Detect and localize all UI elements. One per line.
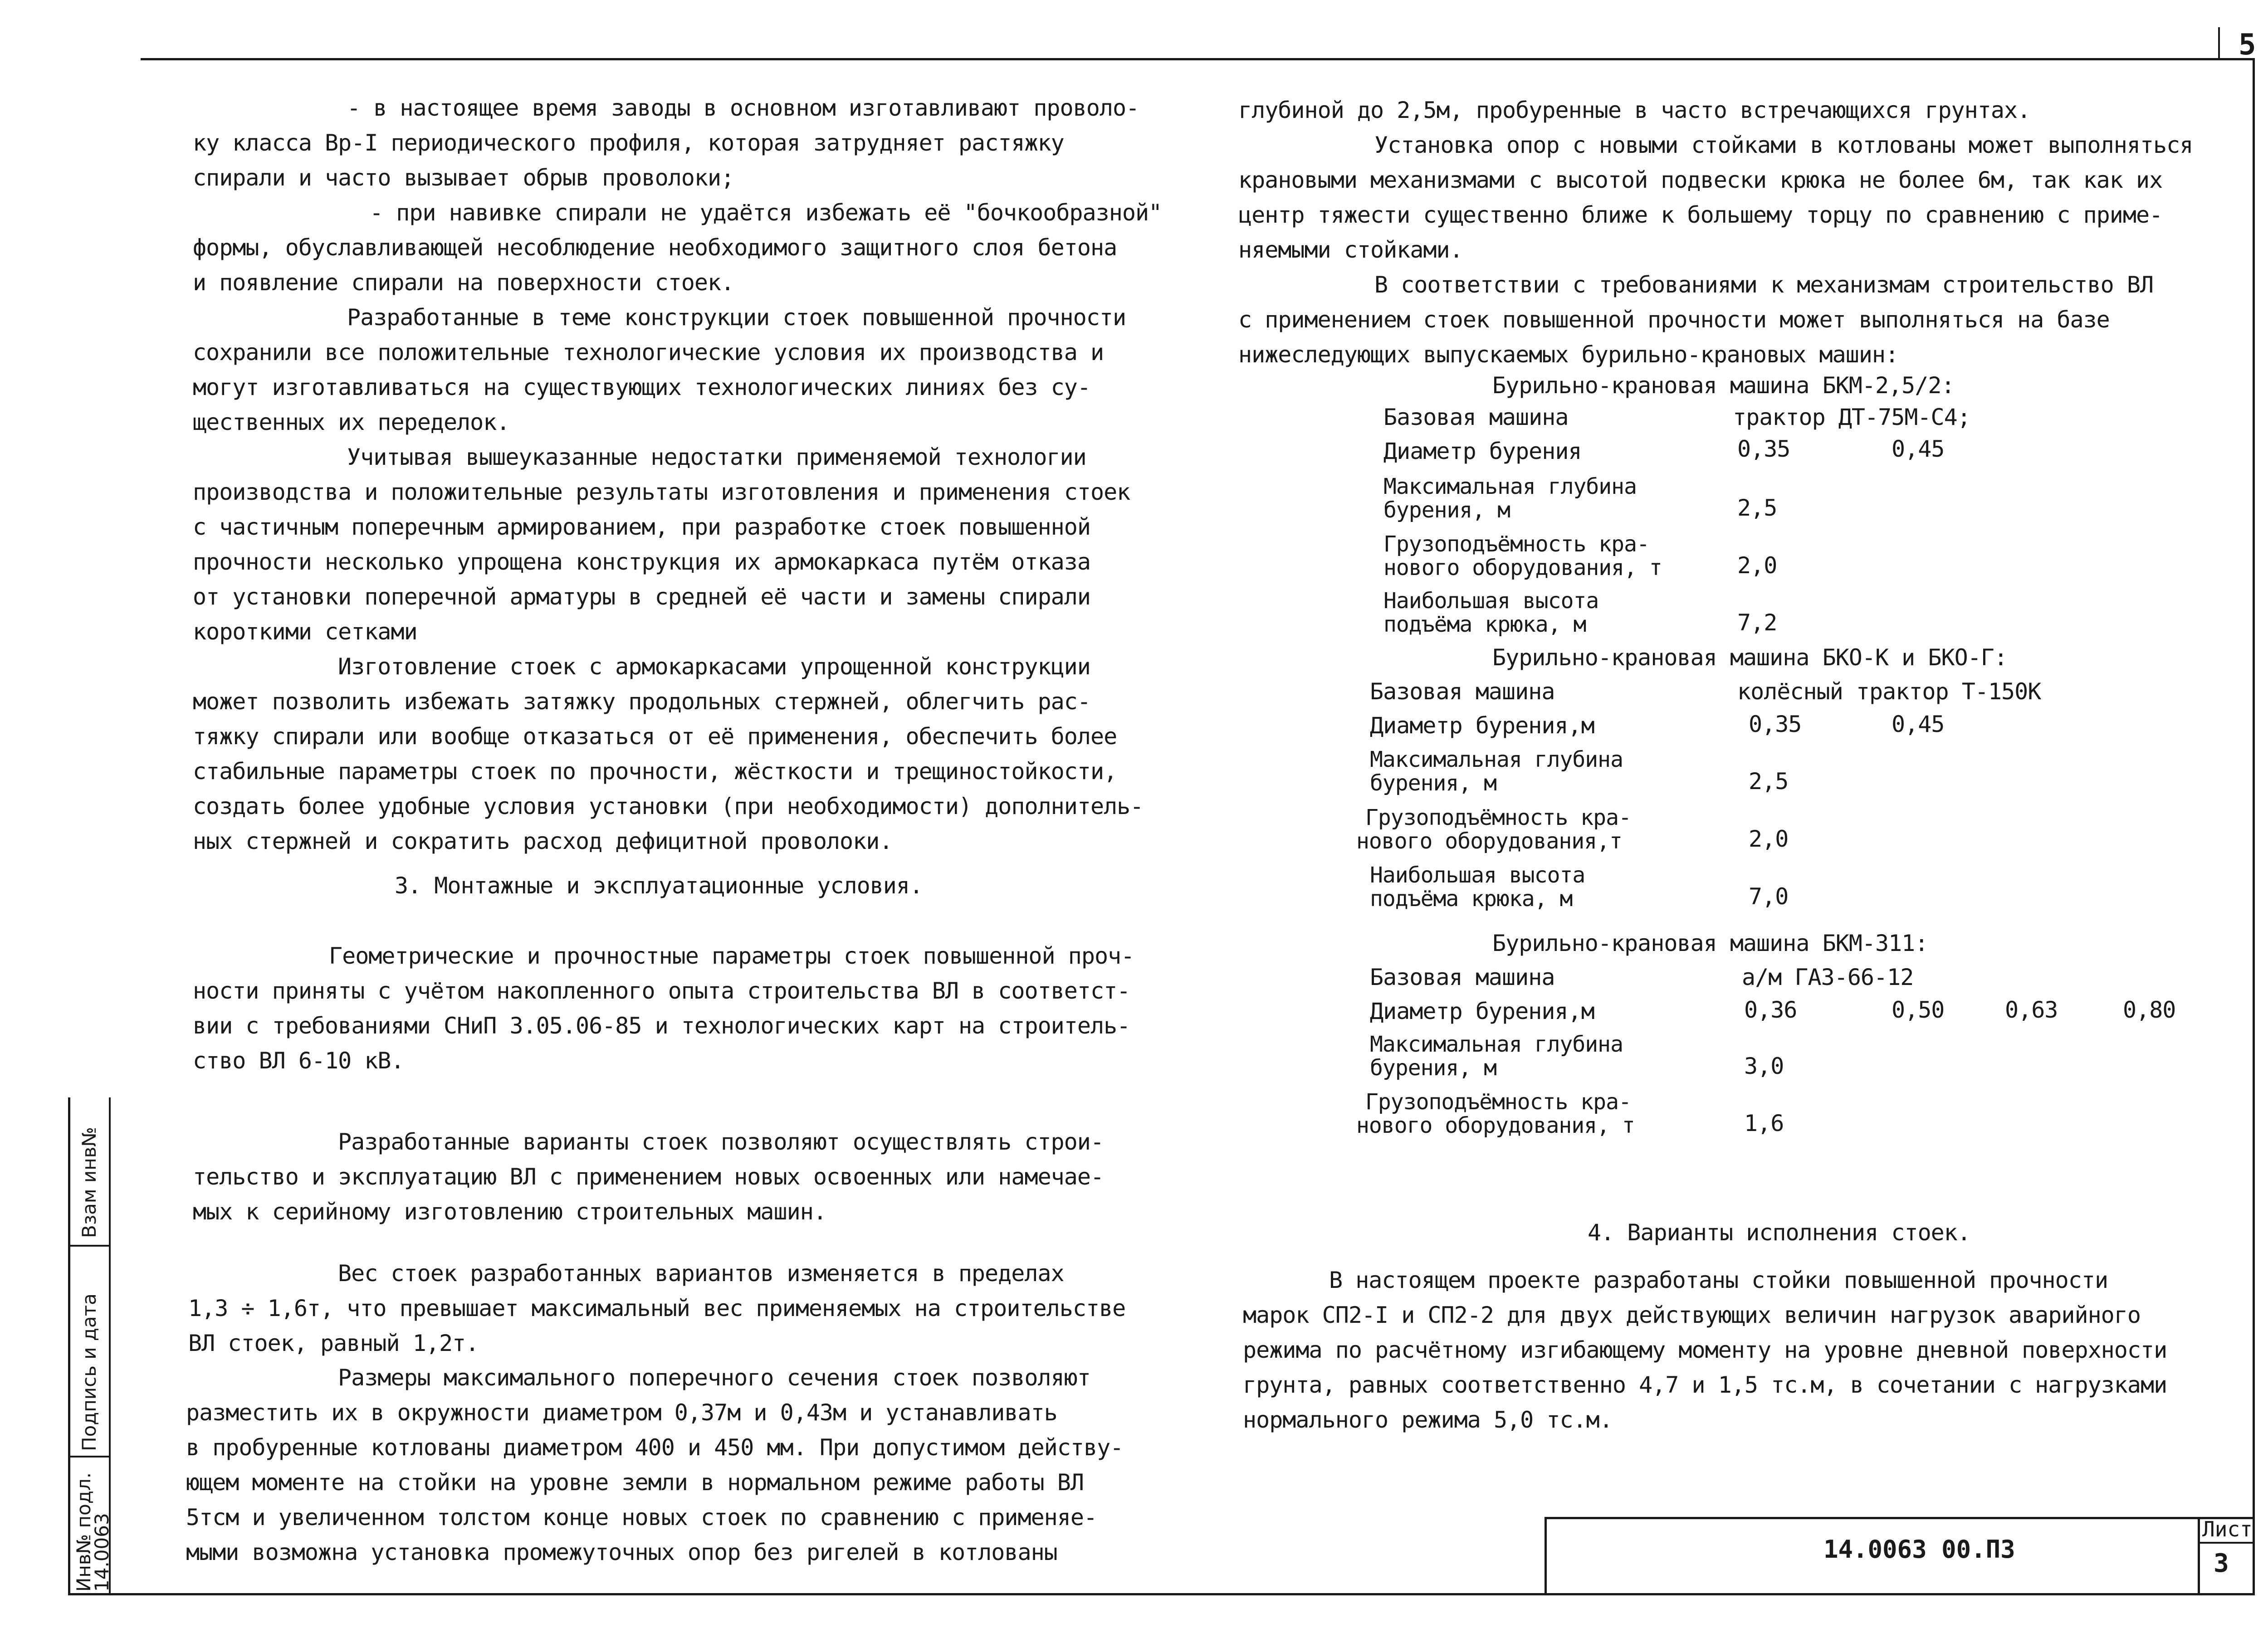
spec-value: 0,50: [1892, 997, 1945, 1023]
spec-label: Базовая машина: [1370, 964, 1555, 990]
spec-label: бурения, м: [1370, 1055, 1496, 1081]
spec-value: 7,2: [1737, 609, 1777, 636]
text-line: мыми возможна установка промежуточных опор без ригелей в котлованы: [186, 1539, 1057, 1565]
spec-label: Наибольшая высота: [1370, 863, 1585, 888]
text-line: Установка опор с новыми стойками в котлованы может выполняться: [1374, 132, 2193, 158]
side-stamp-divider: [68, 1245, 111, 1247]
side-orig-number: 14.0063: [91, 1513, 113, 1592]
spec-value: 0,36: [1744, 997, 1797, 1023]
side-label-sign: Подпись и дата: [78, 1293, 100, 1451]
spec-label: Диаметр бурения,м: [1370, 712, 1594, 739]
frame-right-line: [2253, 58, 2255, 1595]
text-line: Вес стоек разработанных вариантов изменяется в пределах: [338, 1260, 1064, 1287]
para-developed: [193, 1125, 1104, 1229]
spec-label: Грузоподъёмность кра-: [1365, 805, 1631, 830]
text-line: няемыми стойками.: [1238, 237, 1463, 263]
stamp-top-line: [1545, 1517, 2254, 1519]
spec-label: нового оборудования, т: [1356, 1113, 1635, 1138]
text-line: разместить их в окружности диаметром 0,37м и 0,43м и устанавливать: [186, 1399, 1057, 1426]
text-line: щественных их переделок.: [193, 409, 510, 435]
spec-label: Диаметр бурения,м: [1370, 998, 1594, 1024]
machine-title: Бурильно-крановая машина БКО-К и БКО-Г:: [1492, 644, 2007, 671]
para-size: [186, 1360, 1123, 1570]
spec-label: Максимальная глубина: [1383, 474, 1637, 499]
text-line: с применением стоек повышенной прочности может выполняться на базе: [1238, 307, 2110, 333]
text-line: короткими сетками: [193, 619, 417, 645]
spec-label: Базовая машина: [1370, 678, 1555, 705]
para-weight: [188, 1256, 1125, 1361]
stamp-left-line: [1545, 1517, 1547, 1594]
text-line: создать более удобные условия установки (при необходимости) дополнитель-: [193, 793, 1144, 819]
text-line: В настоящем проекте разработаны стойки повышенной прочности: [1329, 1267, 2108, 1293]
sheet-label: Лист: [2202, 1517, 2253, 1541]
spec-label: бурения, м: [1370, 770, 1496, 796]
spec-value: 2,5: [1737, 495, 1777, 521]
spec-label: Максимальная глубина: [1370, 747, 1623, 772]
spec-value: 7,0: [1749, 883, 1789, 910]
spec-value: колёсный трактор Т-150К: [1737, 678, 2041, 705]
side-label-orig: Инв№ подл.: [73, 1472, 95, 1592]
text-line: тельство и эксплуатацию ВЛ с применением новых освоенных или намечае-: [193, 1164, 1104, 1190]
side-label-inv: Взам инв№: [78, 1126, 100, 1238]
spec-label: Наибольшая высота: [1383, 588, 1599, 614]
stamp-sheet-divider: [2198, 1517, 2200, 1594]
spec-value: 0,35: [1749, 711, 1802, 737]
text-line: стабильные параметры стоек по прочности, жёсткости и трещиностойкости,: [193, 758, 1117, 785]
doc-code: 14.0063 00.ПЗ: [1823, 1535, 2015, 1564]
text-line: - при навивке спирали не удаётся избежать её "бочкообразной": [370, 200, 1162, 226]
text-line: производства и положительные результаты изготовления и применения стоек: [193, 479, 1130, 505]
para-geometry: [193, 939, 1134, 1078]
sheet-number: 3: [2214, 1549, 2229, 1578]
text-line: крановыми механизмами с высотой подвески крюка не более 6м, так как их: [1238, 167, 2163, 193]
spec-label: подъёма крюка, м: [1383, 612, 1586, 637]
text-line: ных стержней и сократить расход дефицитной проволоки.: [193, 828, 893, 854]
spec-label: бурения, м: [1383, 497, 1510, 523]
spec-value: 0,80: [2123, 997, 2176, 1023]
spec-value: трактор ДТ-75М-С4;: [1733, 404, 1970, 430]
text-line: может позволить избежать затяжку продольных стержней, облегчить рас-: [193, 688, 1090, 715]
left-column: [193, 91, 1162, 859]
text-line: 5тсм и увеличенном толстом конце новых стоек по сравнению с применяе-: [186, 1504, 1097, 1531]
side-stamp-divider: [68, 1456, 111, 1458]
text-line: вии с требованиями СНиП 3.05.06-85 и технологических карт на строитель-: [193, 1013, 1130, 1039]
spec-label: нового оборудования, т: [1383, 555, 1662, 580]
spec-value: а/м ГАЗ-66-12: [1742, 964, 1914, 990]
spec-label: Грузоподъёмность кра-: [1383, 531, 1649, 557]
spec-value: 0,45: [1892, 436, 1945, 462]
frame-left-line: [68, 1097, 70, 1595]
text-line: ВЛ стоек, равный 1,2т.: [188, 1330, 479, 1356]
spec-value: 0,35: [1737, 436, 1790, 462]
text-line: марок СП2-I и СП2-2 для двух действующих величин нагрузок аварийного: [1243, 1302, 2141, 1328]
text-line: формы, обуславливающей несоблюдение необходимого защитного слоя бетона: [193, 234, 1117, 261]
text-line: в пробуренные котлованы диаметром 400 и 450 мм. При допустимом действу-: [186, 1434, 1124, 1461]
frame-top-line: [141, 58, 2254, 60]
text-line: с частичным поперечным армированием, при разработке стоек повышенной: [193, 514, 1090, 540]
text-line: - в настоящее время заводы в основном изготавливают проволо-: [347, 95, 1139, 121]
spec-value: 3,0: [1744, 1053, 1784, 1079]
text-line: Разработанные варианты стоек позволяют осуществлять строи-: [338, 1129, 1104, 1155]
text-line: режима по расчётному изгибающему моменту на уровне дневной поверхности: [1243, 1337, 2167, 1363]
text-line: нижеследующих выпускаемых бурильно-крановых машин:: [1238, 341, 1899, 368]
text-line: мых к серийному изготовлению строительных машин.: [193, 1199, 826, 1225]
text-line: от установки поперечной арматуры в средней её части и замены спирали: [193, 584, 1090, 610]
spec-value: 2,5: [1749, 768, 1789, 795]
text-line: и появление спирали на поверхности стоек.: [193, 269, 734, 296]
text-line: Разработанные в теме конструкции стоек повышенной прочности: [347, 304, 1126, 331]
section-3-title: 3. Монтажные и эксплуатационные условия.: [395, 873, 923, 899]
text-line: ющем моменте на стойки на уровне земли в нормальном режиме работы ВЛ: [186, 1469, 1084, 1496]
spec-label: Базовая машина: [1383, 404, 1569, 430]
page-number-divider: [2218, 27, 2220, 60]
text-line: тяжку спирали или вообще отказаться от её применения, обеспечить более: [193, 723, 1117, 750]
spec-label: Грузоподъёмность кра-: [1365, 1089, 1631, 1115]
text-line: могут изготавливаться на существующих технологических линиях без су-: [193, 374, 1090, 400]
text-line: Размеры максимального поперечного сечения стоек позволяют: [338, 1365, 1090, 1391]
stamp-sheet-line: [2198, 1542, 2254, 1544]
page-number: 5: [2239, 28, 2256, 62]
spec-value: 2,0: [1749, 826, 1789, 852]
text-line: Геометрические и прочностные параметры стоек повышенной проч-: [329, 943, 1134, 969]
spec-value: 0,63: [2005, 997, 2058, 1023]
right-intro: [1238, 93, 2193, 372]
text-line: ности приняты с учётом накопленного опыта строительства ВЛ в соответст-: [193, 978, 1130, 1004]
text-line: В соответствии с требованиями к механизмам строительство ВЛ: [1374, 272, 2154, 298]
text-line: прочности несколько упрощена конструкция их армокаркаса путём отказа: [193, 549, 1090, 575]
text-line: центр тяжести существенно ближе к большему торцу по сравнению с приме-: [1238, 202, 2163, 228]
frame-bottom-line: [68, 1593, 2255, 1595]
spec-value: 1,6: [1744, 1110, 1784, 1136]
text-line: нормального режима 5,0 тс.м.: [1243, 1407, 1613, 1433]
spec-label: Диаметр бурения: [1383, 438, 1582, 464]
text-line: 1,3 ÷ 1,6т, что превышает максимальный вес применяемых на строительстве: [188, 1295, 1126, 1321]
text-line: ку класса Вр-I периодического профиля, которая затрудняет растяжку: [193, 130, 1064, 156]
section-4-title: 4. Варианты исполнения стоек.: [1588, 1219, 1970, 1246]
spec-label: подъёма крюка, м: [1370, 886, 1573, 912]
text-line: сохранили все положительные технологические условия их производства и: [193, 339, 1104, 366]
machine-title: Бурильно-крановая машина БКМ-2,5/2:: [1492, 372, 1955, 399]
text-line: ство ВЛ 6-10 кВ.: [193, 1048, 404, 1074]
text-line: грунта, равных соответственно 4,7 и 1,5 тс.м, в сочетании с нагрузками: [1243, 1372, 2167, 1398]
spec-value: 0,45: [1892, 711, 1945, 737]
section-4-text: [1243, 1263, 2167, 1438]
text-line: Учитывая вышеуказанные недостатки применяемой технологии: [347, 444, 1086, 470]
spec-value: 2,0: [1737, 552, 1777, 579]
text-line: спирали и часто вызывает обрыв проволоки;: [193, 165, 734, 191]
spec-label: Максимальная глубина: [1370, 1032, 1623, 1057]
machine-title: Бурильно-крановая машина БКМ-311:: [1492, 930, 1928, 956]
text-line: глубиной до 2,5м, пробуренные в часто встречающихся грунтах.: [1238, 97, 2031, 123]
spec-label: нового оборудования,т: [1356, 829, 1622, 854]
text-line: Изготовление стоек с армокаркасами упрощенной конструкции: [338, 653, 1090, 680]
